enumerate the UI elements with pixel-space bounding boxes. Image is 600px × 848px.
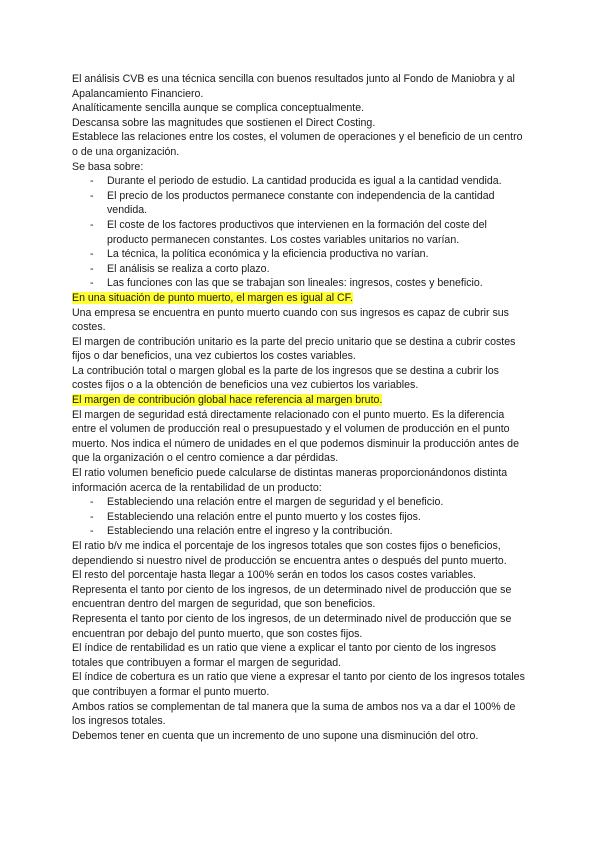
list-item: - La técnica, la política económica y la eficiencia productiva no varían. [72, 247, 528, 262]
paragraph-margen-global: La contribución total o margen global es la parte de los ingresos que se destina a cubrir los costes fijos o a la obtención de beneficios una vez cubiertos los variables. [72, 364, 499, 392]
paragraph-complementan: Ambos ratios se complementan de tal manera que la suma de ambos nos va a dar el 100% de los ingresos totales. [72, 700, 516, 728]
paragraph-ratio-bv: El ratio b/v me indica el porcentaje de los ingresos totales que son costes fijos o beneficios, dependiendo si nuestro nivel de producción se encuentra antes o después del punto muerto. [72, 540, 507, 567]
paragraph-based-on: Se basa sobre: [72, 160, 144, 173]
list-item: - El análisis se realiza a corto plazo. [72, 262, 528, 277]
highlight-text: En una situación de punto muerto, el margen es igual al CF. [72, 291, 353, 304]
highlighted-note-1 [72, 291, 528, 306]
paragraph-relations: Establece las relaciones entre los costes, el volumen de operaciones y el beneficio de un centro o de una organización. [72, 131, 523, 158]
paragraph-analytic: Analíticamente sencilla aunque se complica conceptualmente. [72, 102, 365, 115]
paragraph-punto-muerto: Una empresa se encuentra en punto muerto cuando con sus ingresos es capaz de cubrir sus costes. [72, 306, 509, 334]
paragraph-ratio-vb: El ratio volumen beneficio puede calcularse de distintas maneras proporcionándonos distinta información acerca de la rentabilidad de un producto: [72, 467, 508, 494]
list-item: - Estableciendo una relación entre el punto muerto y los costes fijos. [72, 510, 528, 525]
paragraph-cvb-intro: El análisis CVB es una técnica sencilla con buenos resultados junto al Fondo de Maniobra y al Apalancamiento Financiero. [72, 73, 515, 100]
paragraph-beneficios: Representa el tanto por ciento de los ingresos, de un determinado nivel de producción que se encuentran dentro del margen de seguridad, que son beneficios. [72, 583, 512, 611]
paragraph-incremento: Debemos tener en cuenta que un incremento de uno supone una disminución del otro. [72, 729, 479, 742]
paragraph-direct-costing: Descansa sobre las magnitudes que sostienen el Direct Costing. [72, 116, 376, 129]
paragraph-margen-seguridad: El margen de seguridad está directamente relacionado con el punto muerto. Es la diferencia entre el volumen de producción real o presupuestado y el volumen de producción en el punto muerto. Nos indica el número de unidades en el que podemos disminuir la producción antes de que la organización o el centro comience a dar pérdidas. [72, 408, 519, 465]
basis-list [72, 174, 528, 291]
paragraph-indice-rentabilidad: El índice de rentabilidad es un ratio que viene a explicar el tanto por ciento de los ingresos totales que contribuyen a formar el margen de seguridad. [72, 642, 497, 669]
list-item: - El coste de los factores productivos que intervienen en la formación del coste del producto permanecen constantes. Los costes variables unitarios no varían. [72, 218, 528, 247]
paragraph-margen-unitario: El margen de contribución unitario es la parte del precio unitario que se destina a cubrir costes fijos o dar beneficios, una vez cubiertos los costes variables. [72, 335, 516, 363]
list-item: - Estableciendo una relación entre el ingreso y la contribución. [72, 524, 528, 539]
list-item: - El precio de los productos permanece constante con independencia de la cantidad vendida. [72, 189, 528, 218]
highlighted-note-2 [72, 393, 528, 408]
ratio-list [72, 495, 528, 539]
paragraph-indice-cobertura: El índice de cobertura es un ratio que viene a expresar el tanto por ciento de los ingresos totales que contribuyen a formar el punto muerto. [72, 671, 525, 698]
paragraph-costes-fijos: Representa el tanto por ciento de los ingresos, de un determinado nivel de producción que se encuentran por debajo del punto muerto, que son costes fijos. [72, 612, 512, 640]
paragraph-resto-porcentaje: El resto del porcentaje hasta llegar a 100% serán en todos los casos costes variables. [72, 569, 476, 582]
list-item: - Las funciones con las que se trabajan son lineales: ingresos, costes y beneficio. [72, 276, 528, 291]
list-item: - Estableciendo una relación entre el margen de seguridad y el beneficio. [72, 495, 528, 510]
highlight-text: El margen de contribución global hace referencia al margen bruto. [72, 394, 383, 407]
list-item: - Durante el periodo de estudio. La cantidad producida es igual a la cantidad vendida. [72, 174, 528, 189]
